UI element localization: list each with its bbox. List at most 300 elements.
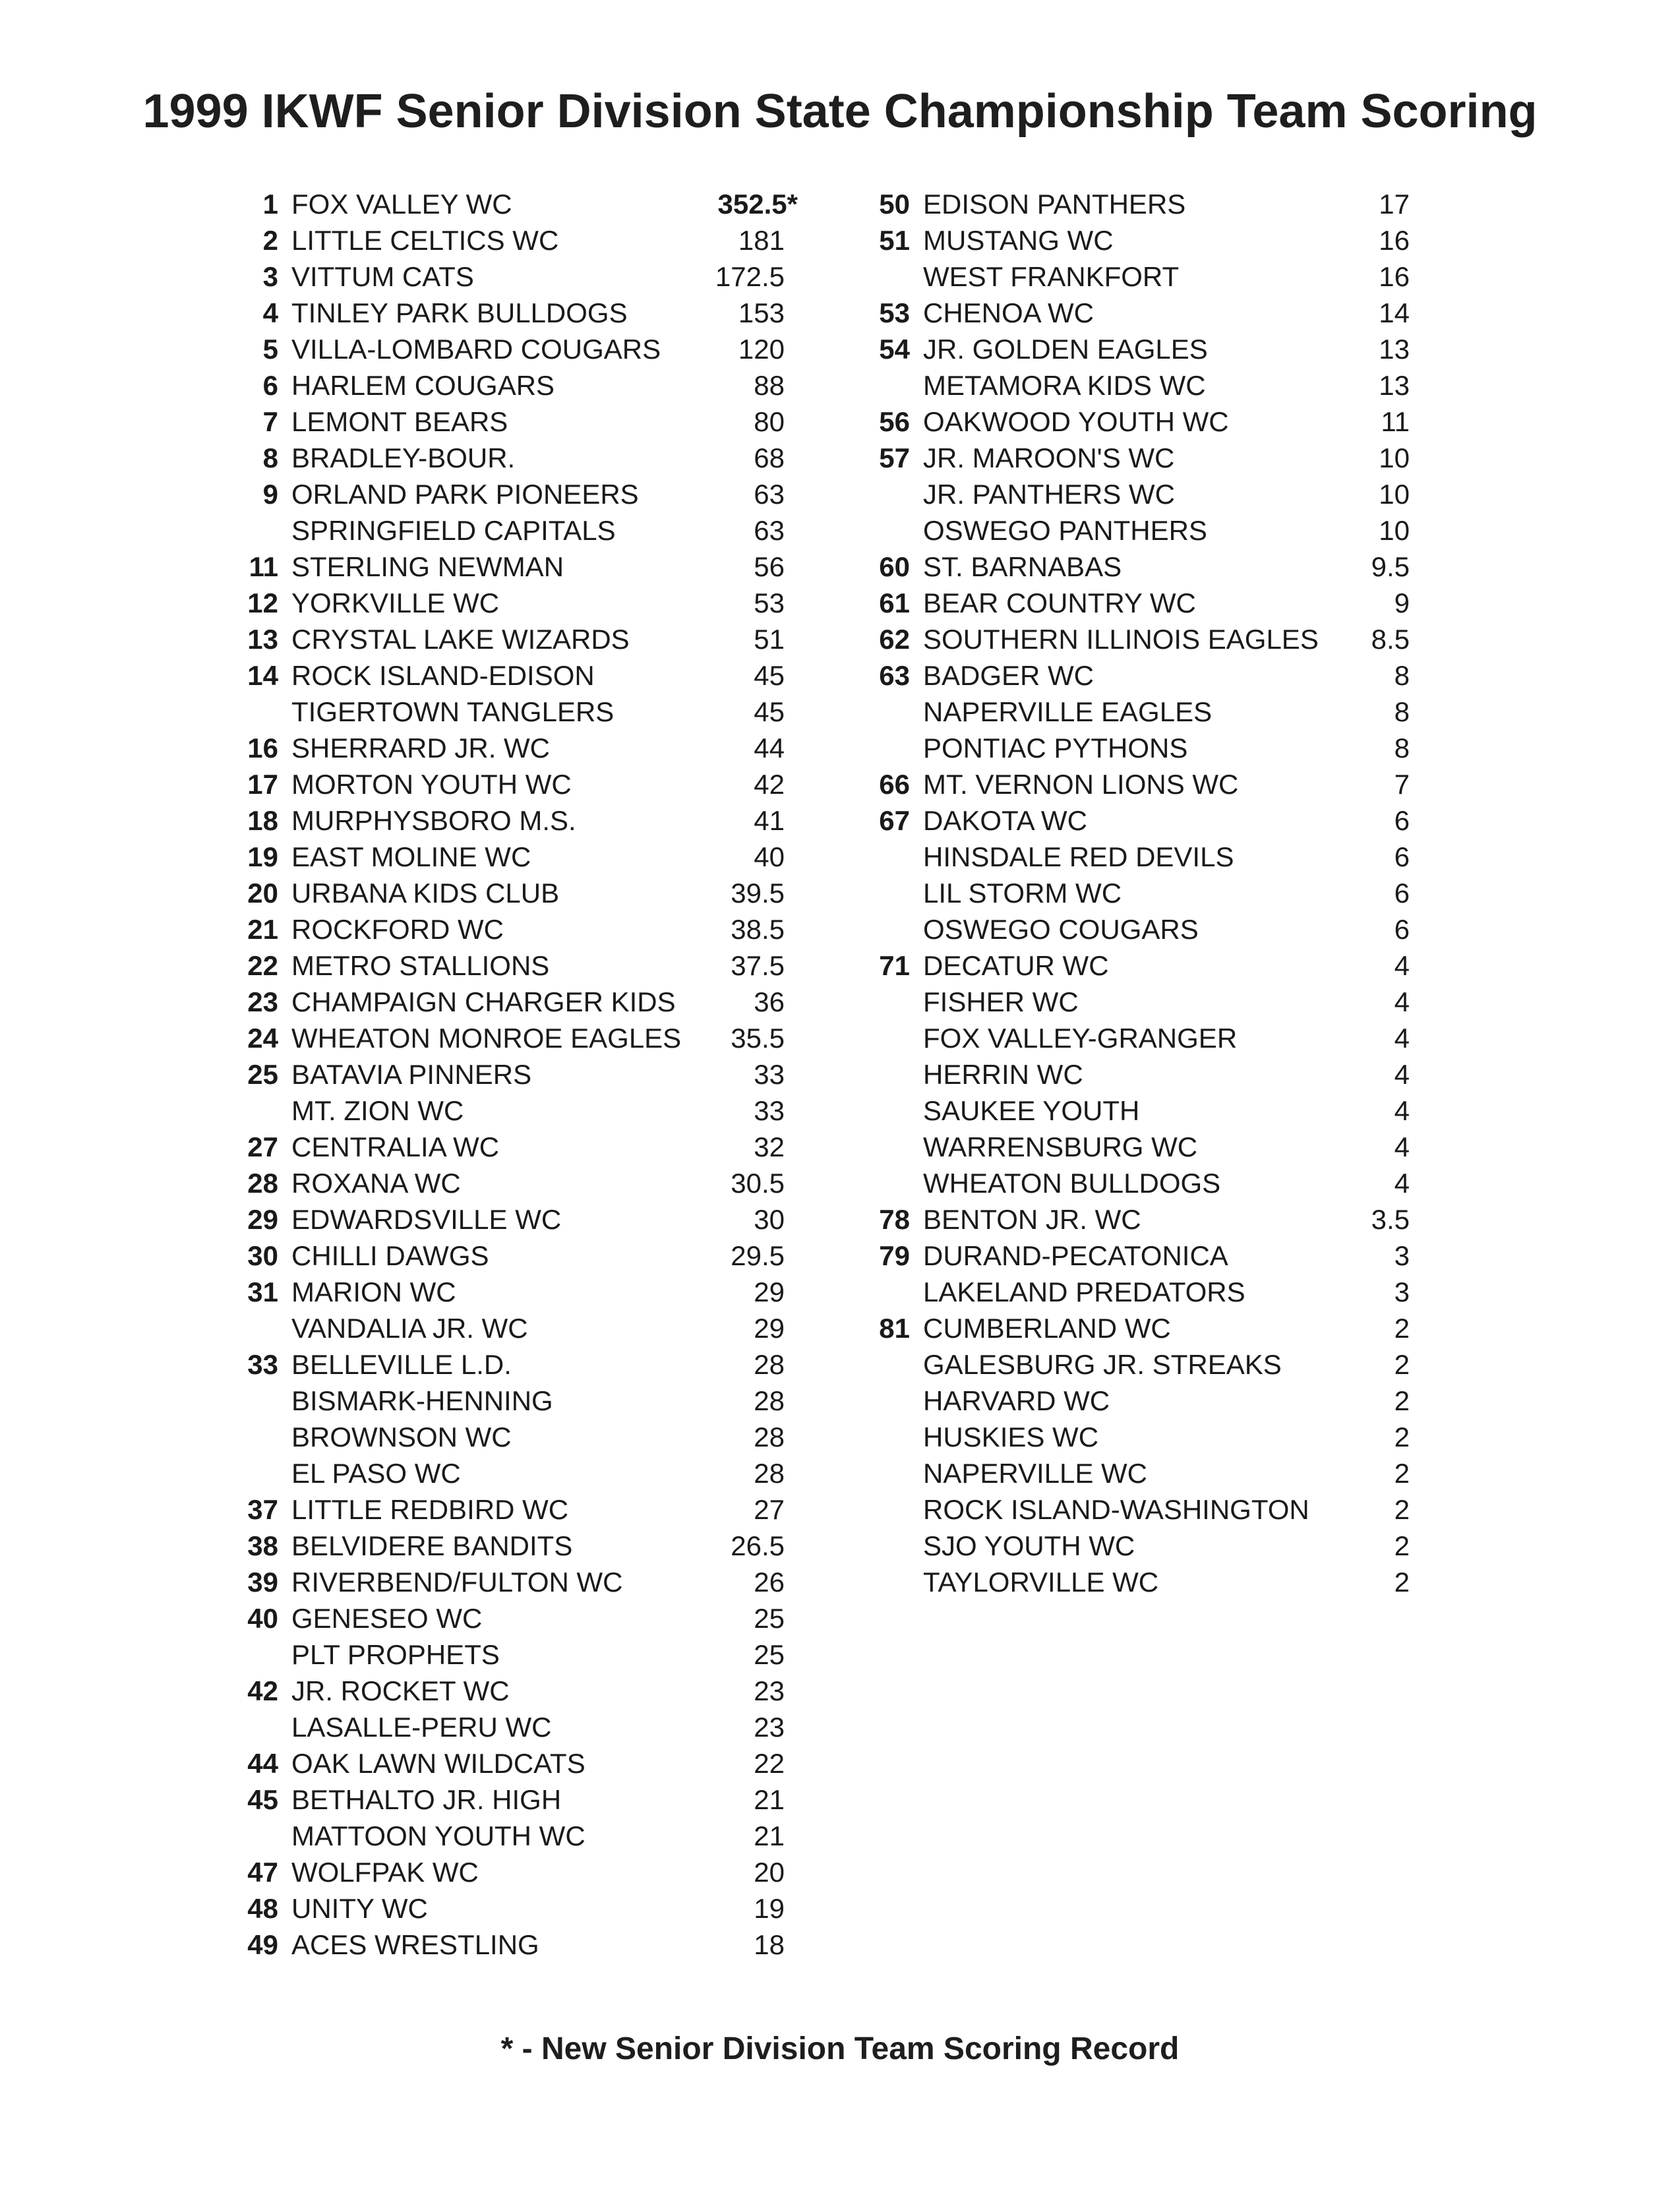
team-row: [237, 404, 798, 440]
team-score: 10: [1379, 515, 1410, 546]
team-name: LITTLE CELTICS WC: [291, 225, 559, 256]
team-score: 6: [1394, 841, 1410, 872]
team-name: EDISON PANTHERS: [923, 189, 1186, 220]
team-name: HARLEM COUGARS: [291, 370, 555, 401]
team-name: BADGER WC: [923, 660, 1095, 691]
team-name: MORTON YOUTH WC: [291, 769, 572, 800]
team-row: [237, 549, 798, 585]
team-row: [869, 549, 1410, 585]
team-score: 32: [754, 1131, 785, 1162]
team-name: ROXANA WC: [291, 1168, 461, 1199]
team-score: 23: [754, 1675, 785, 1706]
team-name: BATAVIA PINNERS: [291, 1059, 532, 1090]
team-score: 8: [1394, 696, 1410, 727]
team-score: 51: [754, 624, 785, 655]
team-row: [869, 258, 1410, 295]
team-score: 2: [1394, 1349, 1410, 1380]
team-score: 21: [754, 1784, 785, 1815]
team-score: 2: [1394, 1458, 1410, 1489]
team-row: [237, 1056, 798, 1092]
team-score: 80: [754, 406, 785, 437]
team-name: CHAMPAIGN CHARGER KIDS: [291, 986, 676, 1017]
team-rank: 24: [247, 1023, 278, 1054]
team-score: 20: [754, 1857, 785, 1888]
team-score: 40: [754, 841, 785, 872]
team-row: [869, 512, 1410, 549]
team-row: [869, 1491, 1410, 1528]
team-name: PLT PROPHETS: [291, 1639, 500, 1670]
team-row: [869, 222, 1410, 258]
team-score: 13: [1379, 334, 1410, 365]
team-score: 26.5: [731, 1530, 785, 1561]
team-name: JR. ROCKET WC: [291, 1675, 510, 1706]
team-name: MT. ZION WC: [291, 1095, 464, 1126]
team-rank: 2: [262, 225, 278, 256]
team-score: 38.5: [731, 914, 785, 945]
team-name: YORKVILLE WC: [291, 587, 500, 618]
team-score: 3: [1394, 1240, 1410, 1271]
team-row: [869, 367, 1410, 404]
team-row: [237, 1927, 798, 1963]
team-rank: 28: [247, 1168, 278, 1199]
team-rank: 79: [879, 1240, 910, 1271]
team-row: [869, 404, 1410, 440]
team-name: WARRENSBURG WC: [923, 1131, 1198, 1162]
team-name: ROCK ISLAND-WASHINGTON: [923, 1494, 1309, 1525]
team-row: [237, 295, 798, 331]
team-row: [237, 1020, 798, 1056]
team-score: 63: [754, 479, 785, 510]
team-row: [869, 802, 1410, 839]
team-name: CHILLI DAWGS: [291, 1240, 489, 1271]
team-rank: 14: [247, 660, 278, 691]
team-row: [237, 1673, 798, 1709]
team-score: 39.5: [731, 878, 785, 909]
team-rank: 16: [247, 733, 278, 763]
team-score: 37.5: [731, 950, 785, 981]
team-row: [869, 1564, 1410, 1600]
team-name: ACES WRESTLING: [291, 1929, 539, 1960]
team-score: 4: [1394, 986, 1410, 1017]
team-rank: 5: [262, 334, 278, 365]
team-rank: 23: [247, 986, 278, 1017]
team-name: SOUTHERN ILLINOIS EAGLES: [923, 624, 1319, 655]
team-name: FISHER WC: [923, 986, 1079, 1017]
team-score: 45: [754, 696, 785, 727]
team-row: [869, 1020, 1410, 1056]
team-row: [237, 621, 798, 657]
team-rank: 38: [247, 1530, 278, 1561]
team-score: 153: [738, 297, 785, 328]
team-name: TAYLORVILLE WC: [923, 1567, 1159, 1598]
page-title: 1999 IKWF Senior Division State Championship Team Scoring: [142, 85, 1538, 138]
team-name: NAPERVILLE WC: [923, 1458, 1147, 1489]
team-row: [237, 1709, 798, 1745]
team-row: [237, 1818, 798, 1854]
team-rank: 57: [879, 442, 910, 473]
team-rank: 60: [879, 551, 910, 582]
team-row: [237, 1165, 798, 1201]
team-score: 2: [1394, 1494, 1410, 1525]
team-row: [869, 1165, 1410, 1201]
team-rank: 9: [262, 479, 278, 510]
team-name: HARVARD WC: [923, 1385, 1110, 1416]
team-score: 4: [1394, 950, 1410, 981]
team-score: 35.5: [731, 1023, 785, 1054]
team-row: [237, 730, 798, 766]
team-score: 352.5*: [717, 189, 798, 220]
team-name: LAKELAND PREDATORS: [923, 1276, 1245, 1307]
team-row: [237, 1092, 798, 1129]
team-row: [869, 911, 1410, 947]
team-name: UNITY WC: [291, 1893, 428, 1924]
team-rank: 12: [247, 587, 278, 618]
team-rank: 25: [247, 1059, 278, 1090]
team-rank: 18: [247, 805, 278, 836]
team-score: 13: [1379, 370, 1410, 401]
team-row: [869, 295, 1410, 331]
team-row: [237, 1274, 798, 1310]
team-name: JR. MAROON'S WC: [923, 442, 1175, 473]
team-name: OSWEGO PANTHERS: [923, 515, 1207, 546]
team-row: [237, 911, 798, 947]
team-name: ST. BARNABAS: [923, 551, 1122, 582]
team-name: CHENOA WC: [923, 297, 1095, 328]
team-score: 33: [754, 1095, 785, 1126]
team-row: [237, 1346, 798, 1383]
team-row: [237, 766, 798, 802]
team-name: CUMBERLAND WC: [923, 1313, 1171, 1344]
team-rank: 67: [879, 805, 910, 836]
team-row: [237, 1528, 798, 1564]
team-row: [237, 222, 798, 258]
team-name: GALESBURG JR. STREAKS: [923, 1349, 1282, 1380]
team-name: TINLEY PARK BULLDOGS: [291, 297, 628, 328]
team-rank: 61: [879, 587, 910, 618]
team-row: [869, 186, 1410, 222]
team-row: [237, 1383, 798, 1419]
team-row: [237, 657, 798, 694]
team-name: HINSDALE RED DEVILS: [923, 841, 1234, 872]
team-score: 2: [1394, 1422, 1410, 1452]
team-row: [237, 1129, 798, 1165]
team-name: MUSTANG WC: [923, 225, 1114, 256]
team-row: [869, 476, 1410, 512]
team-row: [237, 1854, 798, 1890]
team-score: 7: [1394, 769, 1410, 800]
team-row: [237, 258, 798, 295]
team-name: WHEATON BULLDOGS: [923, 1168, 1221, 1199]
team-name: BELLEVILLE L.D.: [291, 1349, 512, 1380]
team-score: 2: [1394, 1530, 1410, 1561]
team-row: [869, 766, 1410, 802]
team-score: 27: [754, 1494, 785, 1525]
team-name: PONTIAC PYTHONS: [923, 733, 1188, 763]
team-score: 10: [1379, 442, 1410, 473]
team-score: 3.5: [1371, 1204, 1410, 1235]
team-score: 41: [754, 805, 785, 836]
team-score: 14: [1379, 297, 1410, 328]
team-score: 2: [1394, 1567, 1410, 1598]
team-name: STERLING NEWMAN: [291, 551, 564, 582]
team-row: [869, 984, 1410, 1020]
team-score: 63: [754, 515, 785, 546]
team-name: ROCKFORD WC: [291, 914, 504, 945]
team-score: 8: [1394, 660, 1410, 691]
team-score: 16: [1379, 225, 1410, 256]
team-name: URBANA KIDS CLUB: [291, 878, 560, 909]
team-row: [869, 1455, 1410, 1491]
team-row: [869, 1238, 1410, 1274]
team-score: 3: [1394, 1276, 1410, 1307]
team-rank: 51: [879, 225, 910, 256]
team-score: 4: [1394, 1131, 1410, 1162]
team-row: [237, 839, 798, 875]
team-score: 6: [1394, 914, 1410, 945]
team-score: 6: [1394, 805, 1410, 836]
team-row: [869, 1201, 1410, 1238]
team-rank: 63: [879, 660, 910, 691]
team-rank: 22: [247, 950, 278, 981]
team-name: ROCK ISLAND-EDISON: [291, 660, 595, 691]
team-row: [237, 1745, 798, 1781]
team-rank: 62: [879, 624, 910, 655]
team-rank: 3: [262, 261, 278, 292]
team-name: METAMORA KIDS WC: [923, 370, 1206, 401]
team-row: [237, 1781, 798, 1818]
team-row: [869, 875, 1410, 911]
team-row: [869, 839, 1410, 875]
team-name: WHEATON MONROE EAGLES: [291, 1023, 682, 1054]
team-name: ORLAND PARK PIONEERS: [291, 479, 639, 510]
team-score: 172.5: [715, 261, 785, 292]
team-row: [237, 947, 798, 984]
team-name: WEST FRANKFORT: [923, 261, 1180, 292]
team-row: [237, 1636, 798, 1673]
team-score: 19: [754, 1893, 785, 1924]
team-row: [237, 694, 798, 730]
team-name: BISMARK-HENNING: [291, 1385, 553, 1416]
team-row: [869, 1383, 1410, 1419]
team-score: 17: [1379, 189, 1410, 220]
team-rank: 71: [879, 950, 910, 981]
team-name: BETHALTO JR. HIGH: [291, 1784, 562, 1815]
team-rank: 27: [247, 1131, 278, 1162]
team-score: 29: [754, 1313, 785, 1344]
team-name: BEAR COUNTRY WC: [923, 587, 1196, 618]
team-score: 33: [754, 1059, 785, 1090]
team-rank: 56: [879, 406, 910, 437]
team-row: [237, 1238, 798, 1274]
team-rank: 31: [247, 1276, 278, 1307]
team-name: VANDALIA JR. WC: [291, 1313, 528, 1344]
team-name: BENTON JR. WC: [923, 1204, 1141, 1235]
team-rank: 42: [247, 1675, 278, 1706]
team-row: [237, 1600, 798, 1636]
team-row: [869, 1310, 1410, 1346]
team-rank: 39: [247, 1567, 278, 1598]
team-rank: 7: [262, 406, 278, 437]
team-score: 28: [754, 1349, 785, 1380]
team-row: [869, 1274, 1410, 1310]
team-score: 6: [1394, 878, 1410, 909]
team-row: [237, 1310, 798, 1346]
team-score: 22: [754, 1748, 785, 1779]
team-rank: 44: [247, 1748, 278, 1779]
team-row: [869, 331, 1410, 367]
team-name: SJO YOUTH WC: [923, 1530, 1135, 1561]
team-row: [237, 331, 798, 367]
team-rank: 45: [247, 1784, 278, 1815]
team-score: 25: [754, 1639, 785, 1670]
team-name: BELVIDERE BANDITS: [291, 1530, 573, 1561]
team-name: DECATUR WC: [923, 950, 1109, 981]
team-score: 2: [1394, 1385, 1410, 1416]
team-name: LIL STORM WC: [923, 878, 1122, 909]
team-score: 28: [754, 1422, 785, 1452]
team-score: 56: [754, 551, 785, 582]
team-score: 68: [754, 442, 785, 473]
team-name: BRADLEY-BOUR.: [291, 442, 516, 473]
team-rank: 54: [879, 334, 910, 365]
team-name: OAKWOOD YOUTH WC: [923, 406, 1229, 437]
team-name: LITTLE REDBIRD WC: [291, 1494, 569, 1525]
team-row: [237, 1455, 798, 1491]
standings-column-right: [869, 186, 1410, 1600]
team-score: 9: [1394, 587, 1410, 618]
team-row: [869, 440, 1410, 476]
team-rank: 81: [879, 1313, 910, 1344]
team-score: 16: [1379, 261, 1410, 292]
team-score: 42: [754, 769, 785, 800]
team-rank: 1: [262, 189, 278, 220]
team-row: [237, 367, 798, 404]
team-score: 44: [754, 733, 785, 763]
team-row: [237, 512, 798, 549]
team-name: DURAND-PECATONICA: [923, 1240, 1228, 1271]
team-rank: 8: [262, 442, 278, 473]
team-score: 2: [1394, 1313, 1410, 1344]
team-score: 9.5: [1371, 551, 1410, 582]
team-score: 25: [754, 1603, 785, 1634]
team-row: [869, 1056, 1410, 1092]
team-row: [869, 1346, 1410, 1383]
team-rank: 50: [879, 189, 910, 220]
team-name: NAPERVILLE EAGLES: [923, 696, 1213, 727]
team-row: [237, 1564, 798, 1600]
team-row: [237, 802, 798, 839]
team-rank: 29: [247, 1204, 278, 1235]
team-name: VILLA-LOMBARD COUGARS: [291, 334, 661, 365]
team-rank: 19: [247, 841, 278, 872]
team-rank: 6: [262, 370, 278, 401]
team-rank: 78: [879, 1204, 910, 1235]
team-name: EL PASO WC: [291, 1458, 461, 1489]
team-rank: 4: [262, 297, 278, 328]
team-name: RIVERBEND/FULTON WC: [291, 1567, 623, 1598]
team-row: [869, 1092, 1410, 1129]
team-name: DAKOTA WC: [923, 805, 1087, 836]
team-row: [869, 1129, 1410, 1165]
team-name: SAUKEE YOUTH: [923, 1095, 1140, 1126]
team-rank: 17: [247, 769, 278, 800]
team-row: [237, 1419, 798, 1455]
team-row: [237, 585, 798, 621]
team-score: 4: [1394, 1095, 1410, 1126]
team-score: 28: [754, 1385, 785, 1416]
team-name: MT. VERNON LIONS WC: [923, 769, 1239, 800]
team-score: 8: [1394, 733, 1410, 763]
team-row: [237, 875, 798, 911]
team-name: SHERRARD JR. WC: [291, 733, 551, 763]
team-rank: 30: [247, 1240, 278, 1271]
team-name: MARION WC: [291, 1276, 456, 1307]
team-rank: 21: [247, 914, 278, 945]
team-row: [237, 476, 798, 512]
team-rank: 53: [879, 297, 910, 328]
team-score: 30: [754, 1204, 785, 1235]
team-row: [237, 440, 798, 476]
team-row: [237, 186, 798, 222]
team-row: [869, 1419, 1410, 1455]
team-name: HUSKIES WC: [923, 1422, 1099, 1452]
record-footnote: * - New Senior Division Team Scoring Record: [500, 2031, 1180, 2066]
team-rank: 49: [247, 1929, 278, 1960]
team-name: OAK LAWN WILDCATS: [291, 1748, 585, 1779]
team-row: [869, 621, 1410, 657]
team-row: [869, 730, 1410, 766]
team-score: 28: [754, 1458, 785, 1489]
team-name: LEMONT BEARS: [291, 406, 508, 437]
team-rank: 37: [247, 1494, 278, 1525]
team-name: CENTRALIA WC: [291, 1131, 500, 1162]
team-row: [237, 1491, 798, 1528]
team-score: 53: [754, 587, 785, 618]
team-score: 45: [754, 660, 785, 691]
team-rank: 13: [247, 624, 278, 655]
team-name: METRO STALLIONS: [291, 950, 550, 981]
team-row: [869, 1528, 1410, 1564]
team-row: [869, 947, 1410, 984]
team-name: HERRIN WC: [923, 1059, 1083, 1090]
team-row: [237, 984, 798, 1020]
team-row: [869, 657, 1410, 694]
team-name: TIGERTOWN TANGLERS: [291, 696, 615, 727]
team-rank: 33: [247, 1349, 278, 1380]
team-score: 8.5: [1371, 624, 1410, 655]
team-score: 181: [738, 225, 785, 256]
team-score: 29.5: [731, 1240, 785, 1271]
team-rank: 48: [247, 1893, 278, 1924]
team-score: 4: [1394, 1168, 1410, 1199]
team-rank: 20: [247, 878, 278, 909]
team-score: 4: [1394, 1059, 1410, 1090]
team-score: 10: [1379, 479, 1410, 510]
team-row: [869, 694, 1410, 730]
team-score: 26: [754, 1567, 785, 1598]
team-name: GENESEO WC: [291, 1603, 483, 1634]
team-name: FOX VALLEY WC: [291, 189, 512, 220]
team-name: LASALLE-PERU WC: [291, 1712, 552, 1743]
team-score: 120: [738, 334, 785, 365]
team-name: FOX VALLEY-GRANGER: [923, 1023, 1238, 1054]
team-rank: 47: [247, 1857, 278, 1888]
team-rank: 11: [249, 551, 278, 582]
team-row: [237, 1890, 798, 1927]
team-name: EDWARDSVILLE WC: [291, 1204, 562, 1235]
team-score: 18: [754, 1929, 785, 1960]
team-name: MATTOON YOUTH WC: [291, 1820, 585, 1851]
